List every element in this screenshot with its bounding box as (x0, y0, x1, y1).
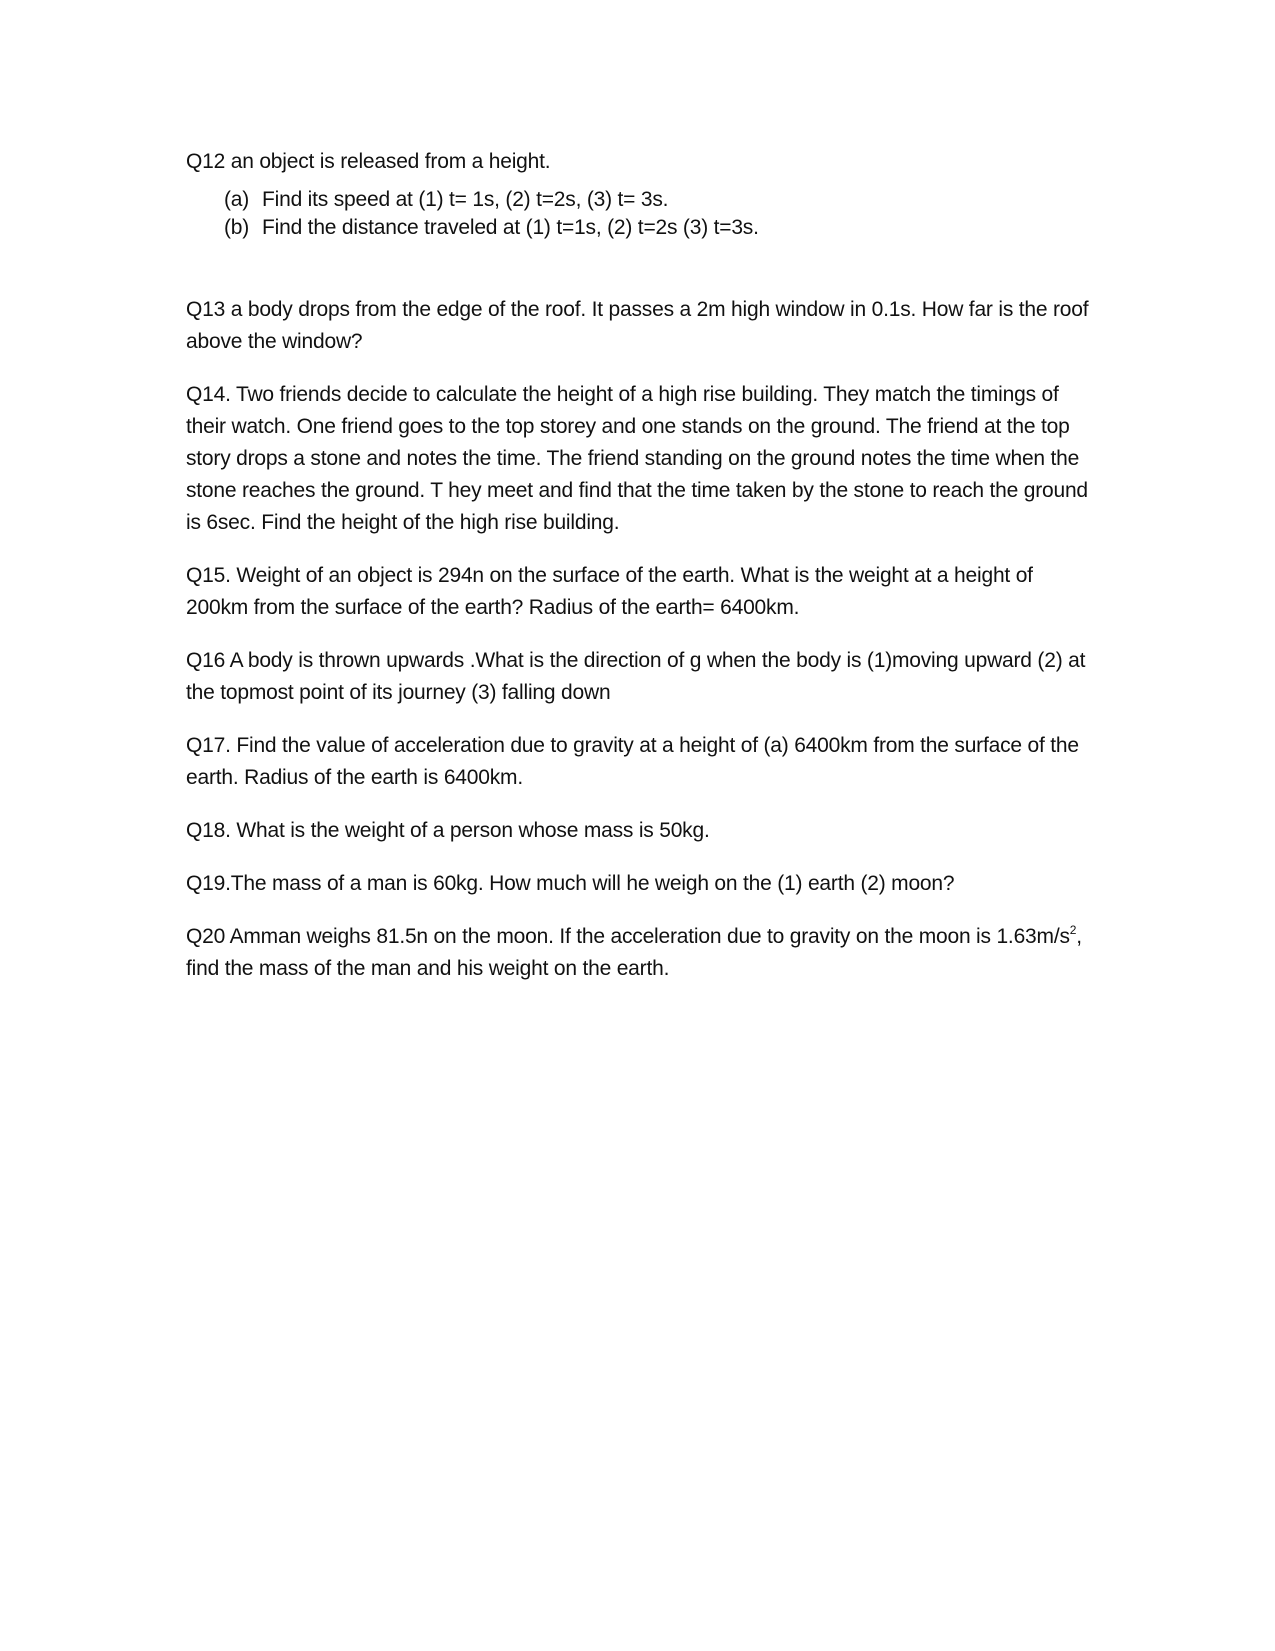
question-19: Q19.The mass of a man is 60kg. How much will he weigh on the (1) earth (2) moon? (186, 872, 955, 895)
part-b-text: Find the distance traveled at (1) t=1s, (2) t=2s (3) t=3s. (262, 216, 759, 239)
part-b-marker: (b) (224, 216, 250, 239)
question-20-text-start: Q20 Amman weighs 81.5n on the moon. If the acceleration due to gravity on the moon is 1.63m/s (186, 925, 1070, 948)
question-13: Q13 a body drops from the edge of the roof. It passes a 2m high window in 0.1s. How far is the roof above the window? (186, 298, 1089, 353)
question-18: Q18. What is the weight of a person whose mass is 50kg. (186, 819, 710, 842)
question-12-part-b (186, 214, 1091, 242)
part-a-text: Find its speed at (1) t= 1s, (2) t=2s, (3) t= 3s. (262, 188, 669, 211)
question-17: Q17. Find the value of acceleration due to gravity at a height of (a) 6400km from the surface of the earth. Radius of the earth is 6400km. (186, 734, 1079, 789)
question-20 (186, 921, 1091, 985)
question-12-parts (186, 186, 1091, 242)
question-16: Q16 A body is thrown upwards .What is the direction of g when the body is (1)moving upward (2) at the topmost point of its journey (3) falling down (186, 649, 1086, 704)
question-20-exponent: 2 (1069, 923, 1077, 937)
part-a-marker: (a) (224, 188, 250, 211)
question-12: Q12 an object is released from a height. (186, 150, 551, 173)
question-list (186, 146, 1091, 1006)
question-15: Q15. Weight of an object is 294n on the surface of the earth. What is the weight at a height of 200km from the surface of the earth? Radius of the earth= 6400km. (186, 564, 1033, 619)
question-14: Q14. Two friends decide to calculate the height of a high rise building. They match the timings of their watch. One friend goes to the top storey and one stands on the ground. The friend at the top story drops a stone and notes the time. The friend standing on the ground notes the time when the stone reaches the ground. T hey meet and find that the time taken by the stone to reach the ground is 6sec. Find the height of the high rise building. (186, 383, 1088, 534)
question-20-text-end: , find the mass of the man and his weight on the earth. (186, 925, 1082, 980)
question-12-part-a (186, 186, 1091, 214)
